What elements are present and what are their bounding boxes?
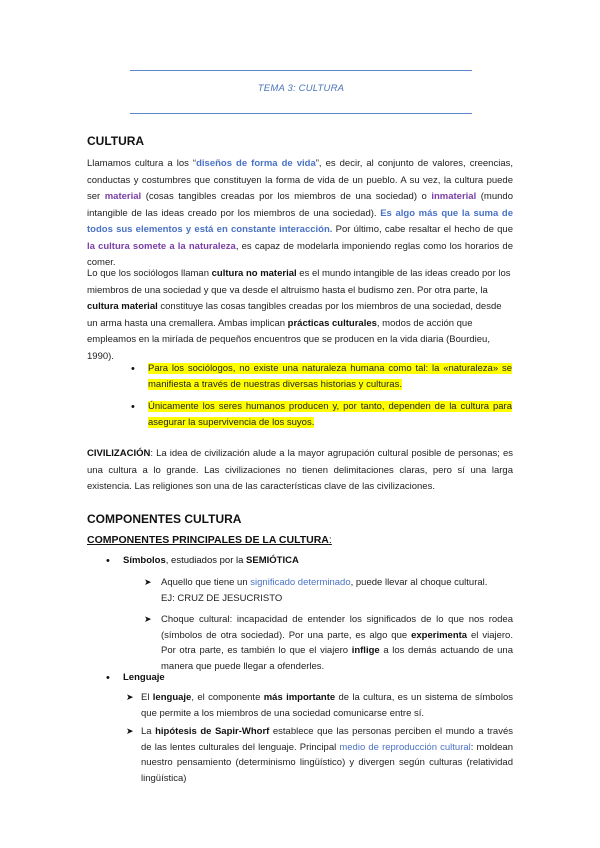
document-title: TEMA 3: CULTURA	[257, 83, 345, 94]
subitem-sapir-whorf: La hipótesis de Sapir-Whorf establece que las personas perciben el mundo a través de las lentes culturales del lenguaje. Principal medio de reproducción cultural: moldean nuestro pensamiento (determinismo lingüístico) y divergen según culturas (relatividad lingüística)	[141, 726, 513, 784]
section-heading-componentes: COMPONENTES CULTURA	[87, 512, 242, 526]
header-rule-bottom	[130, 113, 472, 114]
subitem-choque-cultural: Choque cultural: incapacidad de entender los significados de lo que nos rodea (símbolos de otra sociedad). Por una parte, es algo que experimenta el viajero. Por otra parte, es también lo que el viajero inflige a los demás actuando de una manera que puede llegar a ofenderles.	[161, 614, 513, 672]
arrow-bullet-icon: ➤	[144, 577, 152, 587]
bullet-dot: •	[131, 363, 135, 375]
bullet-simbolos: Símbolos, estudiados por la SEMIÓTICA	[123, 555, 299, 566]
arrow-bullet-icon: ➤	[126, 726, 134, 736]
subitem-lenguaje-importante: El lenguaje, el componente más importante de la cultura, es un sistema de símbolos que permite a los miembros de una sociedad comunicarse entre sí.	[141, 692, 513, 719]
header-rule-top	[130, 70, 472, 71]
bullet-dot: •	[106, 672, 110, 684]
bullet-naturaleza: Para los sociólogos, no existe una naturaleza humana como tal: la «naturaleza» se manifiesta a través de nuestras diversas historias y culturas.	[148, 363, 512, 390]
bullet-supervivencia: Únicamente los seres humanos producen y, por tanto, dependen de la cultura para asegurar la supervivencia de los suyos.	[148, 401, 512, 428]
bullet-lenguaje: Lenguaje	[123, 672, 165, 683]
arrow-bullet-icon: ➤	[126, 692, 134, 702]
section-heading-cultura: CULTURA	[87, 134, 145, 148]
bullet-dot: •	[131, 401, 135, 413]
paragraph-civilizacion: CIVILIZACIÓN: La idea de civilización alude a la mayor agrupación cultural posible de personas; es una cultura a lo grande. Las civilizaciones no tienen delimitaciones claras, pero sí una larga existencia. Las religiones son una de las características clave de las civilizaciones.	[87, 448, 513, 492]
subheading-componentes-principales: COMPONENTES PRINCIPALES DE LA CULTURA:	[87, 534, 332, 546]
paragraph-definicion: Llamamos cultura a los “diseños de forma de vida”, es decir, al conjunto de valores, creencias, conductas y costumbres que constituyen la forma de vida de un pueblo. A su vez, la cultura puede ser material (cosas tangibles creadas por los miembros de una sociedad) o inmaterial (mundo intangible de las ideas creado por los miembros de una sociedad). Es algo más que la suma de todos sus elementos y está en constante interacción. Por último, cabe resaltar el hecho de que la cultura somete a la naturaleza, es capaz de modelarla imponiendo reglas como los horarios de comer.	[87, 158, 514, 268]
arrow-bullet-icon: ➤	[144, 614, 152, 624]
bullet-dot: •	[106, 555, 110, 567]
paragraph-material-inmaterial: Lo que los sociólogos llaman cultura no material es el mundo intangible de las ideas creado por los miembros de una sociedad y que va desde el altruismo hasta el budismo zen. Por otra parte, la cultura material constituye las cosas tangibles creadas por los miembros de una sociedad, desde un arma hasta una cremallera. Ambas implican prácticas culturales, modos de acción que empleamos en la miríada de pequeños encuentros que se producen en la vida diaria (Bourdieu, 1990).	[87, 268, 511, 362]
subitem-significado: Aquello que tiene un significado determinado, puede llevar al choque cultural. EJ: CRUZ DE JESUCRISTO	[161, 577, 488, 604]
